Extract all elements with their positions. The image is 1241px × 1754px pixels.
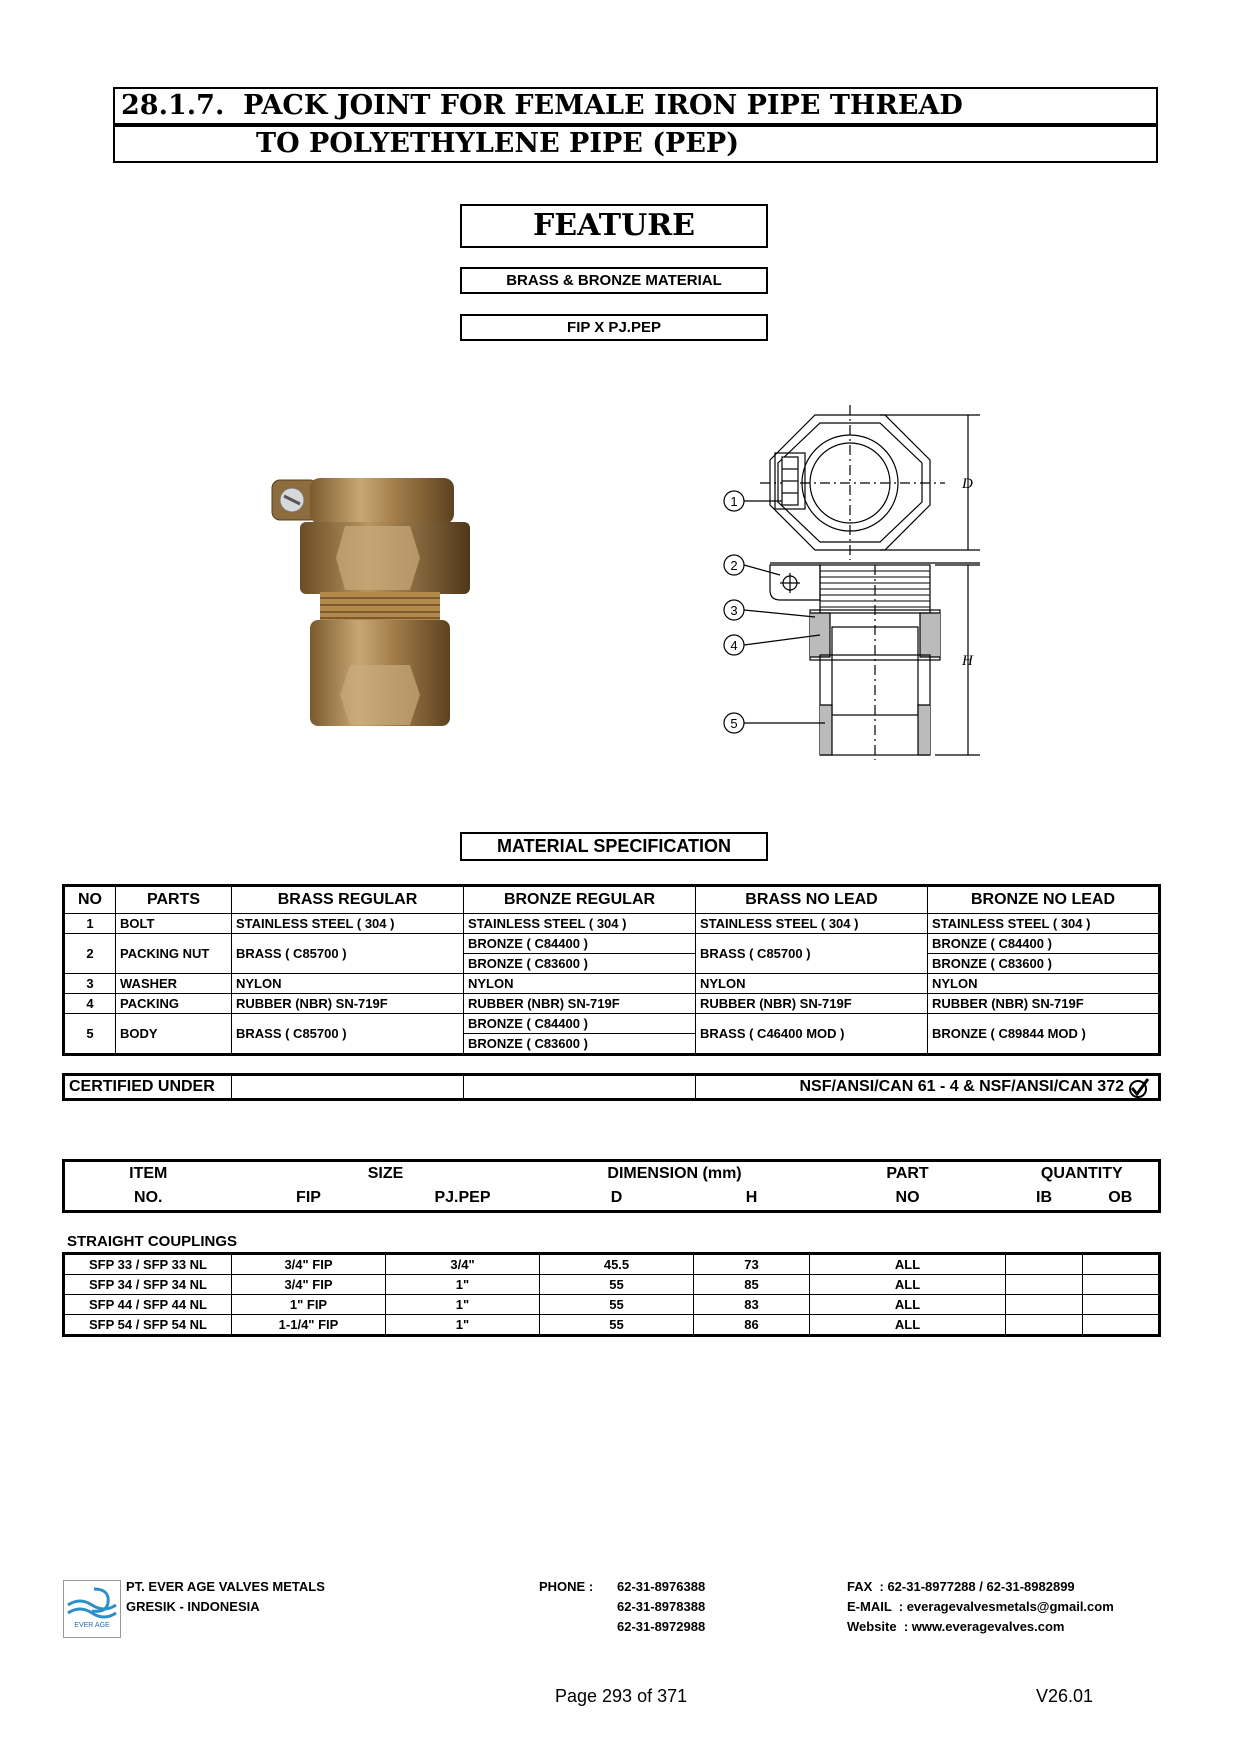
company-logo [63, 1580, 121, 1638]
size-cell: 83 [694, 1295, 810, 1315]
feature-connection: FIP X PJ.PEP [460, 314, 768, 341]
certification-value [696, 1075, 1160, 1100]
size-cell: SFP 54 / SFP 54 NL [64, 1315, 232, 1336]
logo-text: EVER AGE [74, 1622, 110, 1629]
spec-cell: BRONZE ( C84400 ) [464, 934, 696, 954]
size-cell: 3/4" [386, 1254, 540, 1275]
size-cell [1083, 1254, 1160, 1275]
size-cell: ALL [810, 1315, 1006, 1336]
spec-cell: NYLON [464, 974, 696, 994]
size-cell: 1" FIP [232, 1295, 386, 1315]
spec-cell: BRONZE ( C83600 ) [464, 1034, 696, 1055]
spec-col-bronze-regular: BRONZE REGULAR [464, 886, 696, 914]
size-col-item: ITEM [129, 1165, 168, 1182]
fax-number: FAX : 62-31-8977288 / 62-31-8982899 [847, 1579, 1075, 1594]
spec-cell: STAINLESS STEEL ( 304 ) [464, 914, 696, 934]
spec-col-brass-regular: BRASS REGULAR [232, 886, 464, 914]
size-cell: 1-1/4" FIP [232, 1315, 386, 1336]
size-header-bottom-row [64, 1186, 1160, 1212]
spec-cell [232, 1075, 464, 1100]
website-link[interactable]: Website : www.everagevalves.com [847, 1619, 1065, 1634]
spec-cell: 3 [64, 974, 116, 994]
spec-cell: STAINLESS STEEL ( 304 ) [696, 914, 928, 934]
certification-standard: NSF/ANSI/CAN 61 - 4 & NSF/ANSI/CAN 372 [799, 1078, 1124, 1095]
size-col-dimension: DIMENSION (mm) [607, 1165, 742, 1182]
callout-2: 2 [730, 558, 738, 573]
size-cell: 55 [540, 1315, 694, 1336]
size-cell [1006, 1315, 1083, 1336]
size-col-no: NO. [134, 1189, 163, 1206]
size-cell: 1" [386, 1295, 540, 1315]
size-col-h: H [745, 1189, 758, 1206]
feature-material: BRASS & BRONZE MATERIAL [460, 267, 768, 294]
size-col-ob: OB [1108, 1189, 1133, 1206]
table-row [64, 1295, 1160, 1315]
product-photo [270, 470, 480, 732]
size-col-pjpep: PJ.PEP [434, 1189, 491, 1206]
phone-label: PHONE : [539, 1579, 594, 1594]
spec-cell: BRASS ( C85700 ) [232, 934, 464, 974]
callout-1: 1 [730, 494, 738, 509]
table-row [64, 1254, 1160, 1275]
spec-cell: STAINLESS STEEL ( 304 ) [928, 914, 1160, 934]
size-cell: 85 [694, 1275, 810, 1295]
size-cell: 45.5 [540, 1254, 694, 1275]
spec-cell: NYLON [232, 974, 464, 994]
table-row [64, 934, 1160, 954]
spec-col-brass-no-lead: BRASS NO LEAD [696, 886, 928, 914]
doc-title-line-1: 28.1.7. PACK JOINT FOR FEMALE IRON PIPE THREAD [113, 87, 1158, 125]
spec-cell: RUBBER (NBR) SN-719F [232, 994, 464, 1014]
table-row [64, 1075, 1160, 1100]
size-col-size: SIZE [367, 1165, 404, 1182]
spec-cell: BRASS ( C85700 ) [232, 1014, 464, 1055]
table-row [64, 1275, 1160, 1295]
dimension-d-label: D [962, 476, 973, 492]
spec-col-parts: PARTS [116, 886, 232, 914]
spec-cell: 2 [64, 934, 116, 974]
size-table [62, 1252, 1161, 1337]
size-cell: 1" [386, 1275, 540, 1295]
spec-cell: BRASS ( C85700 ) [696, 934, 928, 974]
spec-cell: STAINLESS STEEL ( 304 ) [232, 914, 464, 934]
callout-4: 4 [730, 638, 738, 653]
size-cell: 55 [540, 1295, 694, 1315]
callout-5: 5 [730, 716, 738, 731]
spec-cell: NYLON [928, 974, 1160, 994]
spec-cell: PACKING NUT [116, 934, 232, 974]
phone-number: 62-31-8972988 [617, 1619, 706, 1634]
spec-col-bronze-no-lead: BRONZE NO LEAD [928, 886, 1160, 914]
size-cell: 3/4" FIP [232, 1254, 386, 1275]
size-col-ib: IB [1036, 1189, 1053, 1206]
spec-cell: 4 [64, 994, 116, 1014]
size-cell: ALL [810, 1295, 1006, 1315]
size-cell: ALL [810, 1254, 1006, 1275]
spec-cell: BOLT [116, 914, 232, 934]
certification-table [62, 1073, 1161, 1101]
size-cell: 86 [694, 1315, 810, 1336]
size-col-part-no: NO [895, 1189, 920, 1206]
section-straight-couplings: STRAIGHT COUPLINGS [67, 1233, 238, 1250]
spec-cell: 5 [64, 1014, 116, 1055]
version-label: V26.01 [1036, 1686, 1094, 1706]
size-cell [1083, 1295, 1160, 1315]
size-col-quantity: QUANTITY [1040, 1165, 1123, 1182]
spec-cell: 1 [64, 914, 116, 934]
size-cell: SFP 33 / SFP 33 NL [64, 1254, 232, 1275]
size-table-header [62, 1159, 1161, 1213]
size-cell [1006, 1295, 1083, 1315]
table-row [64, 1315, 1160, 1336]
certified-under-label: CERTIFIED UNDER [64, 1075, 232, 1100]
email-address: E-MAIL : everagevalvesmetals@gmail.com [847, 1599, 1114, 1614]
spec-cell: BRONZE ( C83600 ) [464, 954, 696, 974]
spec-cell: NYLON [696, 974, 928, 994]
spec-cell [464, 1075, 696, 1100]
phone-number: 62-31-8978388 [617, 1599, 706, 1614]
spec-cell: RUBBER (NBR) SN-719F [696, 994, 928, 1014]
size-cell: ALL [810, 1275, 1006, 1295]
dimension-h-label: H [962, 653, 973, 669]
spec-cell: RUBBER (NBR) SN-719F [928, 994, 1160, 1014]
table-row [64, 1014, 1160, 1034]
size-cell: 73 [694, 1254, 810, 1275]
table-row [64, 994, 1160, 1014]
doc-title-line-2: TO POLYETHYLENE PIPE (PEP) [113, 125, 1158, 163]
size-cell: 1" [386, 1315, 540, 1336]
size-cell [1006, 1275, 1083, 1295]
spec-cell: BRASS ( C46400 MOD ) [696, 1014, 928, 1055]
spec-cell: BODY [116, 1014, 232, 1055]
size-col-fip: FIP [296, 1189, 321, 1206]
table-row [64, 914, 1160, 934]
technical-drawing [720, 405, 990, 775]
spec-cell: BRONZE ( C83600 ) [928, 954, 1160, 974]
size-cell: 55 [540, 1275, 694, 1295]
company-location: GRESIK - INDONESIA [126, 1599, 260, 1614]
size-cell: SFP 44 / SFP 44 NL [64, 1295, 232, 1315]
page-number: Page 293 of 371 [555, 1686, 688, 1706]
spec-cell: RUBBER (NBR) SN-719F [464, 994, 696, 1014]
spec-header-row [64, 886, 1160, 914]
size-header-top-row [64, 1161, 1160, 1187]
company-name: PT. EVER AGE VALVES METALS [126, 1579, 325, 1594]
callout-3: 3 [730, 603, 738, 618]
spec-col-no: NO [64, 886, 116, 914]
size-cell [1083, 1275, 1160, 1295]
material-spec-table [62, 884, 1161, 1056]
checkmark-icon [1128, 1077, 1150, 1099]
size-col-part: PART [886, 1165, 929, 1182]
spec-cell: BRONZE ( C84400 ) [464, 1014, 696, 1034]
spec-cell: WASHER [116, 974, 232, 994]
size-col-d: D [610, 1189, 623, 1206]
table-row [64, 974, 1160, 994]
material-spec-title: MATERIAL SPECIFICATION [460, 832, 768, 861]
spec-cell: PACKING [116, 994, 232, 1014]
size-cell: SFP 34 / SFP 34 NL [64, 1275, 232, 1295]
size-cell [1006, 1254, 1083, 1275]
size-cell: 3/4" FIP [232, 1275, 386, 1295]
spec-cell: BRONZE ( C89844 MOD ) [928, 1014, 1160, 1055]
wave-logo-icon [64, 1583, 120, 1623]
feature-title: FEATURE [460, 204, 768, 248]
phone-number: 62-31-8976388 [617, 1579, 706, 1594]
spec-cell: BRONZE ( C84400 ) [928, 934, 1160, 954]
size-cell [1083, 1315, 1160, 1336]
